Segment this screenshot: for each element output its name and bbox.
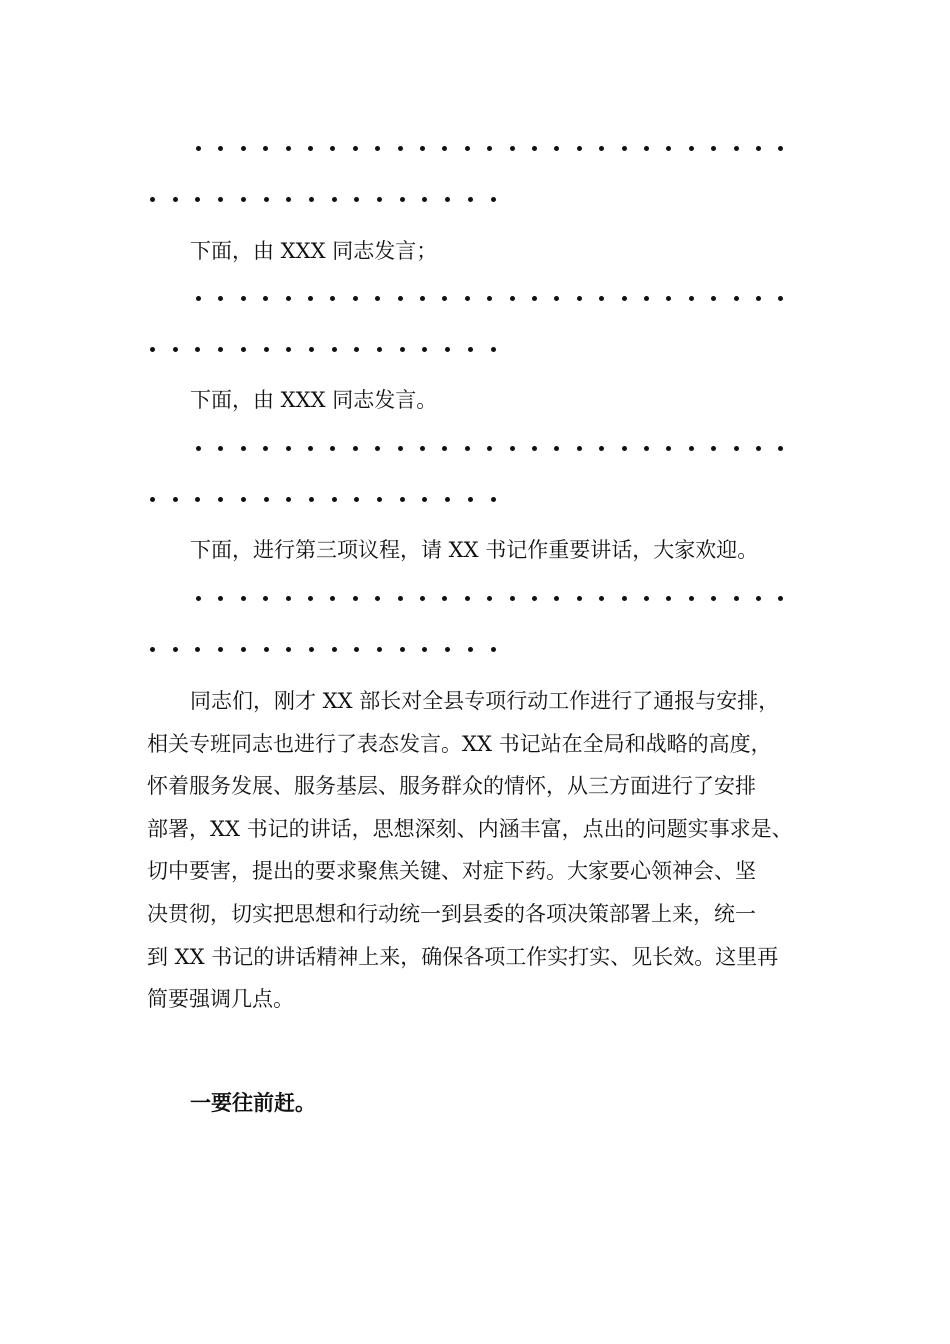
ellipsis-dot (354, 497, 359, 502)
ellipsis-dot (465, 146, 470, 151)
ellipsis-dot (577, 146, 582, 151)
ellipsis-dot (286, 347, 291, 352)
ellipsis-dot (308, 446, 313, 451)
ellipsis-dot (711, 446, 716, 451)
ellipsis-dot (711, 296, 716, 301)
ellipsis-dot (241, 446, 246, 451)
ellipsis-dot (173, 647, 178, 652)
ellipsis-dot (354, 197, 359, 202)
ellipsis-dot (532, 446, 537, 451)
ellipsis-dot (308, 146, 313, 151)
ellipsis-dot (487, 296, 492, 301)
ellipsis-dot (689, 446, 694, 451)
ellipsis-dot (150, 647, 155, 652)
ellipsis-row (0, 493, 950, 507)
ellipsis-dot (734, 446, 739, 451)
summary-line: 到 XX 书记的讲话精神上来，确保各项工作实打实、见长效。这里再 (147, 944, 779, 969)
ellipsis-dot (400, 497, 405, 502)
ellipsis-dot (756, 596, 761, 601)
ellipsis-dot (491, 347, 496, 352)
ellipsis-dot (778, 146, 783, 151)
ellipsis-dot (420, 596, 425, 601)
ellipsis-dot (196, 296, 201, 301)
ellipsis-dot (375, 446, 380, 451)
ellipsis-dot (264, 197, 269, 202)
ellipsis-dot (196, 146, 201, 151)
ellipsis-dot (644, 596, 649, 601)
ellipsis-dot (375, 596, 380, 601)
ellipsis-dot (286, 497, 291, 502)
ellipsis-dot (554, 296, 559, 301)
ellipsis-dot (622, 296, 627, 301)
ellipsis-dot (195, 197, 200, 202)
ellipsis-dot (375, 146, 380, 151)
ellipsis-dot (196, 446, 201, 451)
ellipsis-dot (309, 647, 314, 652)
ellipsis-dot (599, 596, 604, 601)
ellipsis-dot (286, 296, 291, 301)
ellipsis-dot (263, 596, 268, 601)
ellipsis-dot (241, 647, 246, 652)
ellipsis-dot (377, 197, 382, 202)
summary-line: 怀着服务发展、服务基层、服务群众的情怀，从三方面进行了安排 (147, 774, 756, 799)
ellipsis-dot (308, 596, 313, 601)
ellipsis-dot (510, 146, 515, 151)
ellipsis-dot (510, 296, 515, 301)
ellipsis-dot (442, 596, 447, 601)
ellipsis-dot (445, 647, 450, 652)
ellipsis-dot (468, 347, 473, 352)
ellipsis-dot (263, 446, 268, 451)
ellipsis-dot (711, 146, 716, 151)
ellipsis-dot (422, 347, 427, 352)
ellipsis-dot (398, 446, 403, 451)
ellipsis-dot (150, 347, 155, 352)
summary-line: 切中要害，提出的要求聚焦关键、对症下药。大家要心领神会、坚 (147, 859, 756, 884)
ellipsis-dot (510, 596, 515, 601)
ellipsis-dot (420, 296, 425, 301)
ellipsis-dot (445, 497, 450, 502)
paragraph-speaker-2: 下面，由 XXX 同志发言。 (190, 388, 438, 412)
ellipsis-dot (332, 197, 337, 202)
ellipsis-dot (218, 296, 223, 301)
ellipsis-dot (734, 296, 739, 301)
ellipsis-dot (263, 296, 268, 301)
ellipsis-dot (241, 146, 246, 151)
summary-line: 决贯彻，切实把思想和行动统一到县委的各项决策部署上来，统一 (147, 901, 756, 926)
ellipsis-dot (554, 596, 559, 601)
ellipsis-row (0, 643, 950, 657)
ellipsis-dot (330, 146, 335, 151)
ellipsis-dot (420, 146, 425, 151)
ellipsis-dot (332, 497, 337, 502)
ellipsis-dot (622, 146, 627, 151)
ellipsis-dot (218, 446, 223, 451)
ellipsis-dot (468, 647, 473, 652)
ellipsis-dot (532, 296, 537, 301)
ellipsis-dot (599, 146, 604, 151)
ellipsis-dot (644, 146, 649, 151)
ellipsis-dot (442, 296, 447, 301)
ellipsis-dot (332, 647, 337, 652)
ellipsis-dot (487, 596, 492, 601)
ellipsis-dot (286, 647, 291, 652)
ellipsis-dot (218, 596, 223, 601)
ellipsis-dot (465, 596, 470, 601)
ellipsis-dot (599, 446, 604, 451)
ellipsis-dot (195, 347, 200, 352)
ellipsis-dot (532, 146, 537, 151)
ellipsis-dot (309, 197, 314, 202)
paragraph-agenda: 下面，进行第三项议程，请 XX 书记作重要讲话，大家欢迎。 (190, 538, 759, 562)
ellipsis-dot (330, 596, 335, 601)
ellipsis-dot (264, 497, 269, 502)
ellipsis-dot (353, 596, 358, 601)
ellipsis-dot (756, 146, 761, 151)
ellipsis-dot (218, 197, 223, 202)
ellipsis-dot (309, 347, 314, 352)
ellipsis-dot (375, 296, 380, 301)
ellipsis-dot (400, 197, 405, 202)
ellipsis-dot (756, 446, 761, 451)
ellipsis-row (0, 193, 950, 207)
ellipsis-dot (195, 647, 200, 652)
ellipsis-dot (173, 497, 178, 502)
ellipsis-dot (196, 596, 201, 601)
ellipsis-dot (330, 446, 335, 451)
ellipsis-dot (666, 146, 671, 151)
ellipsis-dot (241, 497, 246, 502)
ellipsis-row (0, 343, 950, 357)
ellipsis-dot (756, 296, 761, 301)
ellipsis-dot (308, 296, 313, 301)
summary-line: 简要强调几点。 (147, 987, 294, 1012)
ellipsis-dot (445, 347, 450, 352)
ellipsis-dot (286, 146, 291, 151)
ellipsis-dot (577, 596, 582, 601)
ellipsis-dot (330, 296, 335, 301)
section-heading: 一要往前赶。 (190, 1090, 316, 1115)
ellipsis-dot (599, 296, 604, 301)
ellipsis-dot (195, 497, 200, 502)
ellipsis-dot (173, 197, 178, 202)
ellipsis-dot (711, 596, 716, 601)
ellipsis-dot (422, 197, 427, 202)
ellipsis-dot (734, 596, 739, 601)
ellipsis-dot (173, 347, 178, 352)
ellipsis-dot (468, 197, 473, 202)
ellipsis-dot (400, 347, 405, 352)
ellipsis-dot (491, 197, 496, 202)
ellipsis-dot (241, 197, 246, 202)
ellipsis-dot (465, 296, 470, 301)
ellipsis-dot (400, 647, 405, 652)
ellipsis-dot (689, 296, 694, 301)
ellipsis-dot (377, 647, 382, 652)
ellipsis-dot (577, 446, 582, 451)
ellipsis-dot (377, 497, 382, 502)
ellipsis-dot (332, 347, 337, 352)
ellipsis-dot (689, 146, 694, 151)
ellipsis-dot (666, 596, 671, 601)
summary-line: 相关专班同志也进行了表态发言。XX 书记站在全局和战略的高度， (147, 731, 772, 756)
ellipsis-dot (778, 296, 783, 301)
summary-line: 同志们，刚才 XX 部长对全县专项行动工作进行了通报与安排， (190, 689, 780, 713)
ellipsis-dot (577, 296, 582, 301)
ellipsis-row (0, 292, 950, 306)
ellipsis-dot (218, 647, 223, 652)
ellipsis-dot (286, 446, 291, 451)
ellipsis-dot (644, 296, 649, 301)
ellipsis-dot (487, 146, 492, 151)
ellipsis-dot (422, 647, 427, 652)
ellipsis-dot (241, 296, 246, 301)
ellipsis-dot (491, 497, 496, 502)
ellipsis-dot (218, 146, 223, 151)
ellipsis-dot (398, 596, 403, 601)
ellipsis-dot (491, 647, 496, 652)
ellipsis-dot (487, 446, 492, 451)
ellipsis-dot (264, 347, 269, 352)
ellipsis-dot (666, 296, 671, 301)
ellipsis-dot (442, 146, 447, 151)
ellipsis-dot (622, 446, 627, 451)
ellipsis-dot (377, 347, 382, 352)
paragraph-speaker-1: 下面，由 XXX 同志发言； (190, 239, 438, 263)
ellipsis-row (0, 442, 950, 456)
summary-paragraph (147, 680, 827, 1021)
ellipsis-dot (263, 146, 268, 151)
ellipsis-dot (468, 497, 473, 502)
ellipsis-dot (241, 347, 246, 352)
ellipsis-dot (422, 497, 427, 502)
ellipsis-dot (554, 446, 559, 451)
ellipsis-dot (264, 647, 269, 652)
ellipsis-dot (309, 497, 314, 502)
ellipsis-dot (218, 497, 223, 502)
ellipsis-dot (150, 497, 155, 502)
ellipsis-dot (445, 197, 450, 202)
ellipsis-dot (778, 596, 783, 601)
ellipsis-dot (286, 197, 291, 202)
ellipsis-dot (398, 146, 403, 151)
ellipsis-dot (778, 446, 783, 451)
ellipsis-dot (442, 446, 447, 451)
ellipsis-dot (353, 296, 358, 301)
ellipsis-dot (286, 596, 291, 601)
ellipsis-dot (666, 446, 671, 451)
ellipsis-dot (510, 446, 515, 451)
ellipsis-dot (689, 596, 694, 601)
ellipsis-dot (622, 596, 627, 601)
ellipsis-dot (241, 596, 246, 601)
ellipsis-dot (353, 146, 358, 151)
ellipsis-dot (218, 347, 223, 352)
ellipsis-row (0, 142, 950, 156)
ellipsis-dot (398, 296, 403, 301)
ellipsis-dot (353, 446, 358, 451)
ellipsis-dot (465, 446, 470, 451)
ellipsis-dot (150, 197, 155, 202)
ellipsis-dot (554, 146, 559, 151)
ellipsis-dot (532, 596, 537, 601)
ellipsis-row (0, 592, 950, 606)
ellipsis-dot (354, 347, 359, 352)
summary-line: 部署，XX 书记的讲话，思想深刻、内涵丰富，点出的问题实事求是、 (147, 816, 793, 841)
ellipsis-dot (644, 446, 649, 451)
ellipsis-dot (734, 146, 739, 151)
ellipsis-dot (420, 446, 425, 451)
ellipsis-dot (354, 647, 359, 652)
